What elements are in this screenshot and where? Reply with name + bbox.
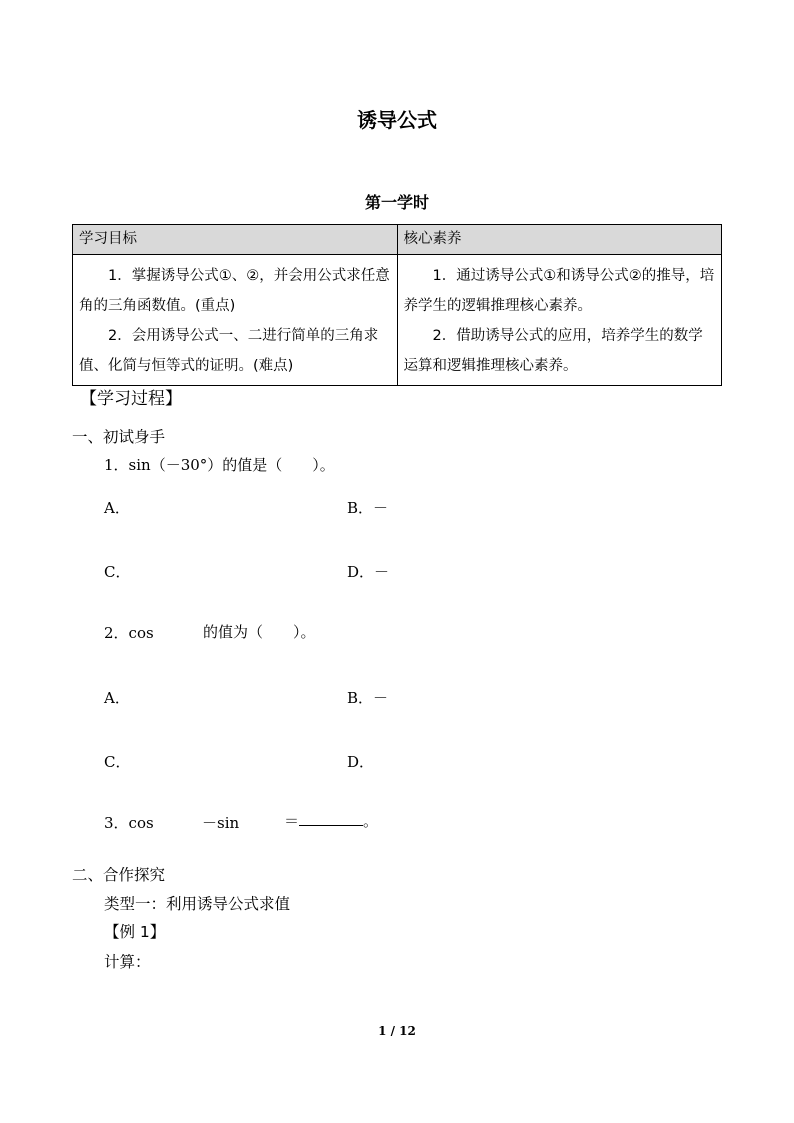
type1-heading: 类型一：利用诱导公式求值 xyxy=(104,895,291,913)
q1-option-b: B．－ xyxy=(347,499,389,517)
example-1-label: 【例 1】 xyxy=(104,923,166,941)
header-learning-goals: 学习目标 xyxy=(73,225,398,255)
q2-option-a: A． xyxy=(104,689,130,707)
question-3-prefix: 3．cos xyxy=(104,814,154,832)
q1-option-c: C． xyxy=(104,563,131,581)
core-literacy-2: 2．借助诱导公式的应用，培养学生的数学运算和逻辑推理核心素养。 xyxy=(403,328,703,374)
core-literacy-cell xyxy=(397,255,722,386)
core-literacy-1: 1．通过诱导公式①和诱导公式②的推导，培养学生的逻辑推理核心素养。 xyxy=(403,268,715,314)
q1-option-a: A． xyxy=(104,499,130,517)
learning-goal-1: 1．掌握诱导公式①、②，并会用公式求任意角的三角函数值。(重点) xyxy=(79,268,390,314)
question-3-answer xyxy=(284,810,378,831)
question-1: 1．sin（－30°）的值是（ ）。 xyxy=(104,456,335,474)
question-3-minus-sin: －sin xyxy=(202,814,240,832)
q1-option-d: D．－ xyxy=(347,563,390,581)
lesson-subtitle: 第一学时 xyxy=(364,193,429,212)
question-2-prefix: 2．cos xyxy=(104,624,154,642)
header-core-literacy: 核心素养 xyxy=(397,225,722,255)
q2-option-c: C． xyxy=(104,753,131,771)
q3-equals: ＝ xyxy=(284,812,300,830)
q3-answer-blank xyxy=(299,811,363,826)
goals-table xyxy=(72,224,722,386)
q2-option-b: B．－ xyxy=(347,689,389,707)
calc-label: 计算： xyxy=(104,953,151,971)
document-title: 诱导公式 xyxy=(357,108,437,132)
q3-end: 。 xyxy=(363,812,379,830)
process-heading: 【学习过程】 xyxy=(80,389,182,409)
section2-heading: 二、合作探究 xyxy=(72,866,166,884)
learning-goals-cell xyxy=(73,255,398,386)
section1-heading: 一、初试身手 xyxy=(72,428,166,446)
learning-goal-2: 2．会用诱导公式一、二进行简单的三角求值、化简与恒等式的证明。(难点) xyxy=(79,328,379,374)
question-2-tail: 的值为（ ）。 xyxy=(203,623,316,641)
q2-option-d: D． xyxy=(347,753,375,771)
page-number: 1 / 12 xyxy=(378,1024,416,1038)
